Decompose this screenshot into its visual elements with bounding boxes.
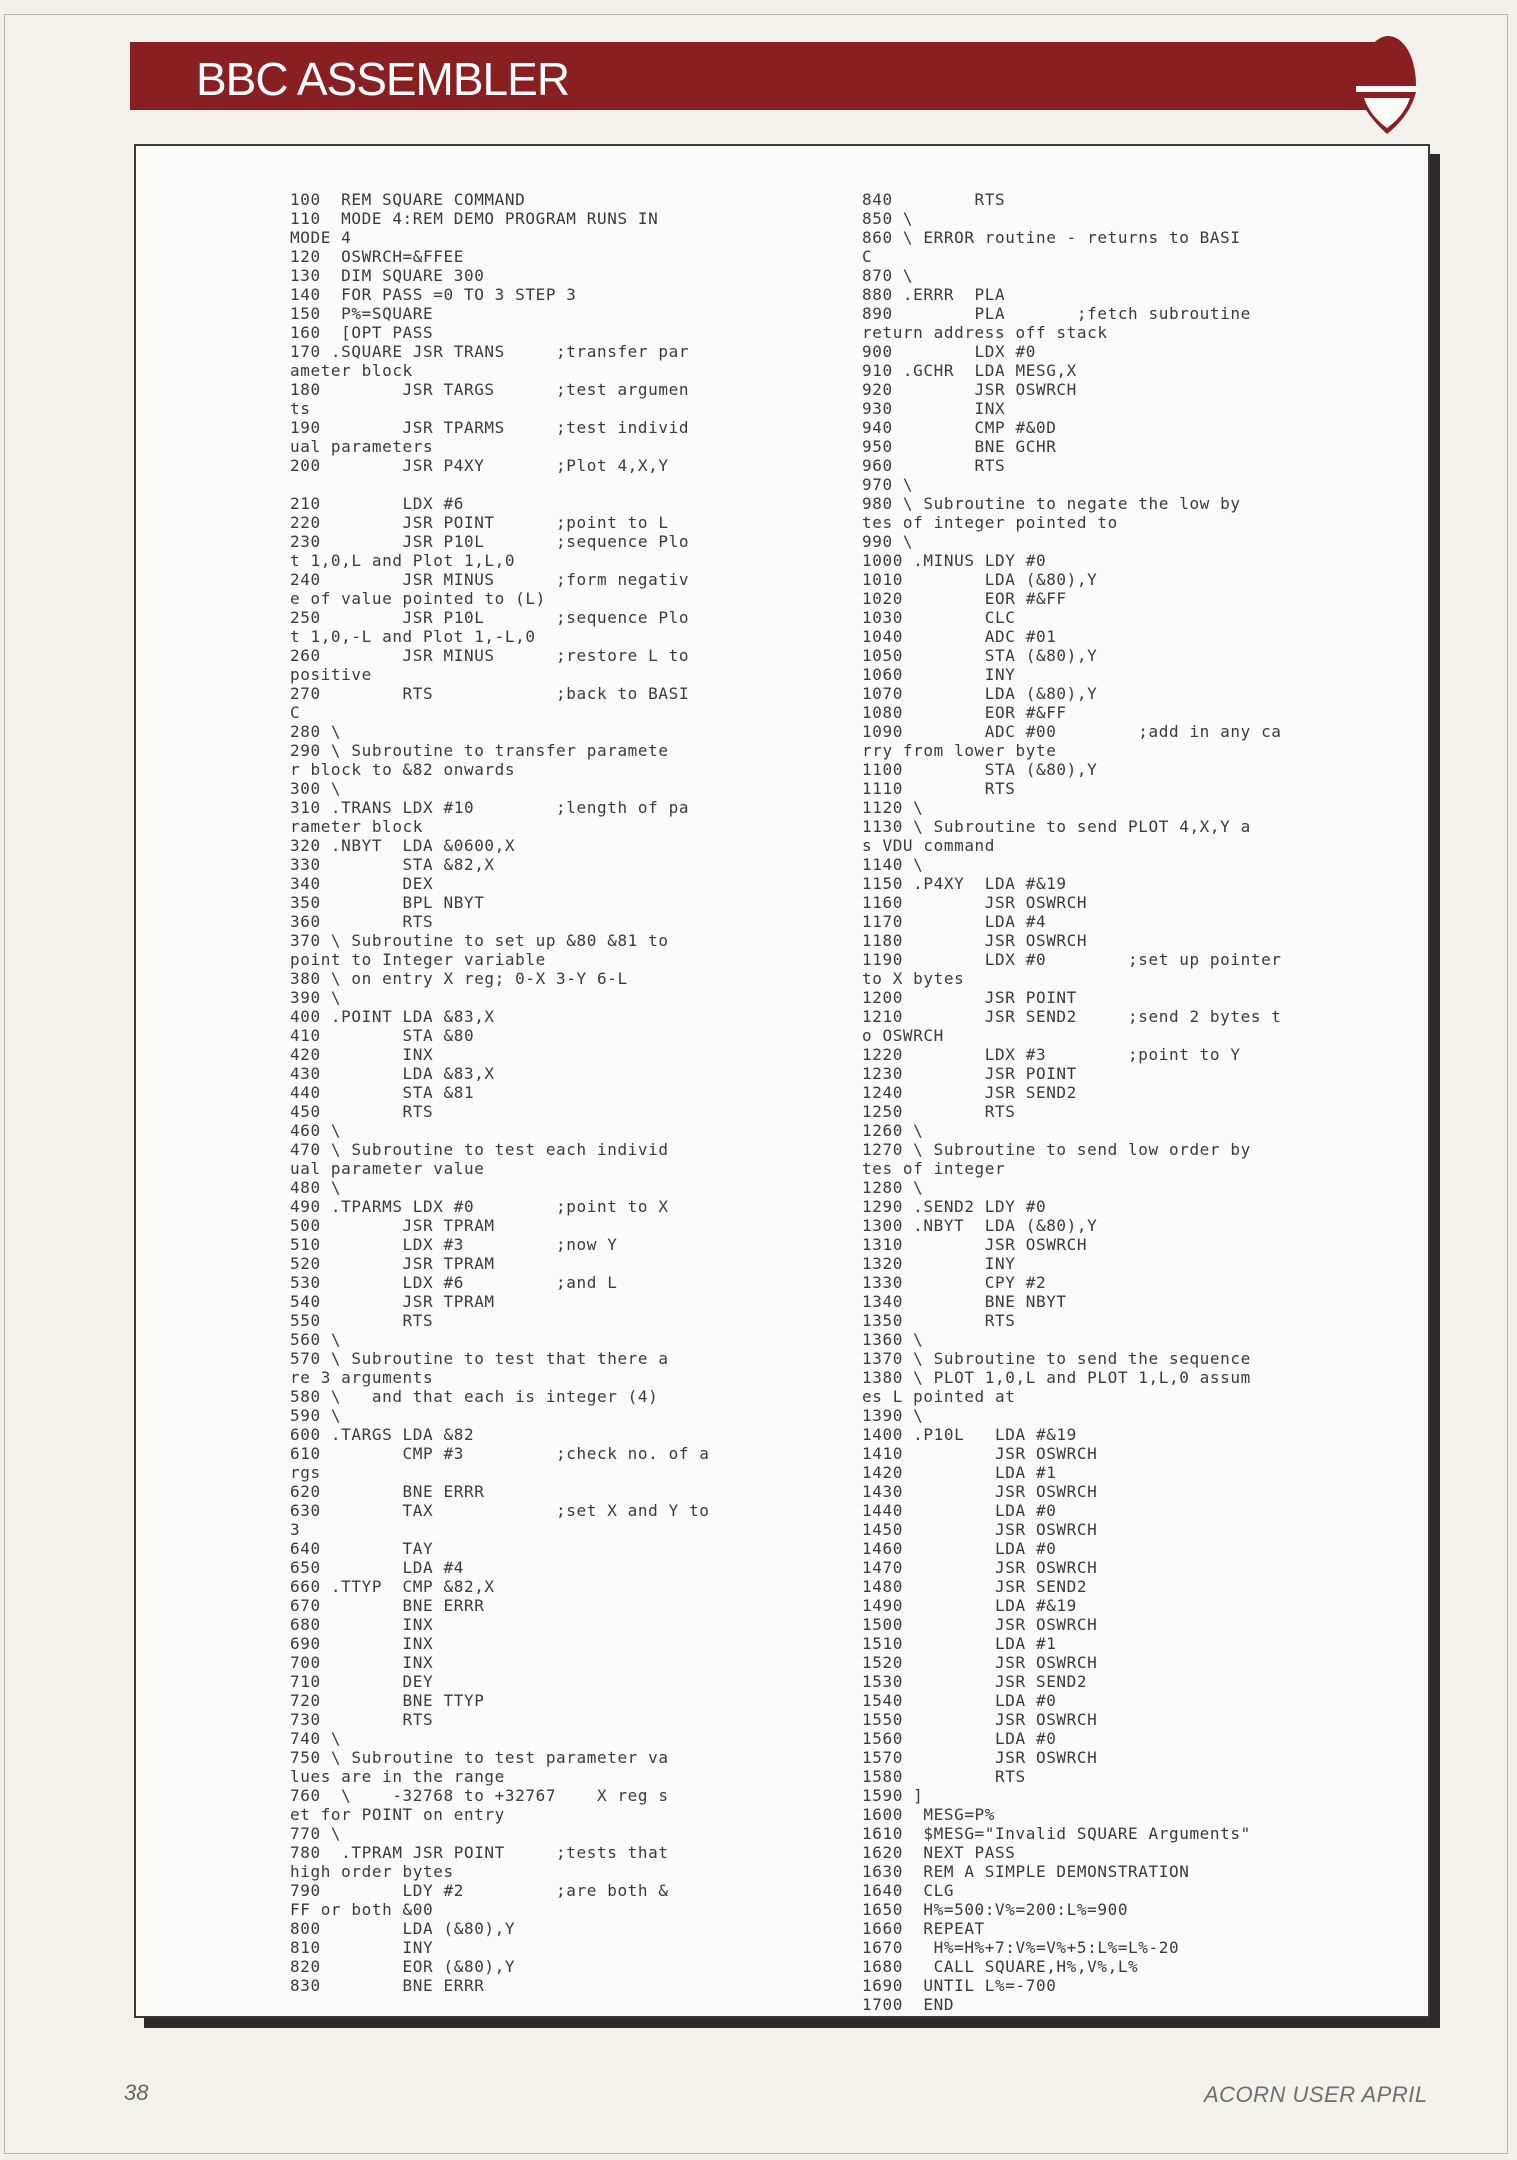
code-line: 520 JSR TPRAM [290, 1254, 495, 1273]
code-line: 1440 LDA #0 [862, 1501, 1057, 1520]
code-line: 1120 \ [862, 798, 924, 817]
code-line: 650 LDA #4 [290, 1558, 464, 1577]
code-line: C [290, 703, 301, 722]
code-line: 870 \ [862, 266, 914, 285]
code-line: 1570 JSR OSWRCH [862, 1748, 1098, 1767]
code-line: 740 \ [290, 1729, 342, 1748]
code-line: 460 \ [290, 1121, 342, 1140]
code-line: 770 \ [290, 1824, 342, 1843]
code-line: 1210 JSR SEND2 ;send 2 bytes t [862, 1007, 1282, 1026]
code-line: 710 DEY [290, 1672, 434, 1691]
code-line: rry from lower byte [862, 741, 1057, 760]
code-line: 1180 JSR OSWRCH [862, 931, 1088, 950]
code-line: 940 CMP #&0D [862, 418, 1057, 437]
code-line: 1430 JSR OSWRCH [862, 1482, 1098, 1501]
code-line: 530 LDX #6 ;and L [290, 1273, 618, 1292]
code-line: 1620 NEXT PASS [862, 1843, 1016, 1862]
code-line: 490 .TPARMS LDX #0 ;point to X [290, 1197, 669, 1216]
code-line: 1020 EOR #&FF [862, 589, 1067, 608]
code-line: 960 RTS [862, 456, 1006, 475]
code-line: 1090 ADC #00 ;add in any ca [862, 722, 1282, 741]
code-line: 1450 JSR OSWRCH [862, 1520, 1098, 1539]
code-line: 1610 $MESG="Invalid SQUARE Arguments" [862, 1824, 1251, 1843]
code-line: 340 DEX [290, 874, 434, 893]
acorn-logo-icon [1350, 30, 1422, 148]
code-line: 1230 JSR POINT [862, 1064, 1077, 1083]
code-line: 100 REM SQUARE COMMAND [290, 190, 526, 209]
code-line: 1050 STA (&80),Y [862, 646, 1098, 665]
code-line: 320 .NBYT LDA &0600,X [290, 836, 516, 855]
code-line: 1370 \ Subroutine to send the sequence [862, 1349, 1251, 1368]
code-line: 1030 CLC [862, 608, 1016, 627]
page-number: 38 [124, 2080, 149, 2105]
code-line: 1160 JSR OSWRCH [862, 893, 1088, 912]
code-line: 1340 BNE NBYT [862, 1292, 1067, 1311]
code-line: 920 JSR OSWRCH [862, 380, 1077, 399]
code-line: 1240 JSR SEND2 [862, 1083, 1077, 1102]
code-line: 760 \ -32768 to +32767 X reg s [290, 1786, 669, 1805]
code-line: 550 RTS [290, 1311, 434, 1330]
code-line: 150 P%=SQUARE [290, 304, 434, 323]
code-line: 1630 REM A SIMPLE DEMONSTRATION [862, 1862, 1190, 1881]
code-line: 1100 STA (&80),Y [862, 760, 1098, 779]
code-line: 280 \ [290, 722, 342, 741]
code-line: point to Integer variable [290, 950, 546, 969]
code-line: lues are in the range [290, 1767, 505, 1786]
code-line: 1660 REPEAT [862, 1919, 985, 1938]
code-line: 730 RTS [290, 1710, 434, 1729]
code-line: 510 LDX #3 ;now Y [290, 1235, 618, 1254]
code-line: 1220 LDX #3 ;point to Y [862, 1045, 1241, 1064]
code-line: C [862, 247, 873, 266]
code-line: rgs [290, 1463, 321, 1482]
code-line: r block to &82 onwards [290, 760, 516, 779]
code-line: 370 \ Subroutine to set up &80 &81 to [290, 931, 669, 950]
code-line: 360 RTS [290, 912, 434, 931]
code-line: 1300 .NBYT LDA (&80),Y [862, 1216, 1098, 1235]
code-line: 1490 LDA #&19 [862, 1596, 1077, 1615]
code-line: 720 BNE TTYP [290, 1691, 485, 1710]
code-line: 640 TAY [290, 1539, 434, 1558]
code-line: 500 JSR TPRAM [290, 1216, 495, 1235]
code-line: 1190 LDX #0 ;set up pointer [862, 950, 1282, 969]
code-line: 1040 ADC #01 [862, 627, 1057, 646]
code-line: tes of integer pointed to [862, 513, 1118, 532]
code-line: 400 .POINT LDA &83,X [290, 1007, 495, 1026]
code-line: 440 STA &81 [290, 1083, 475, 1102]
code-line: 350 BPL NBYT [290, 893, 485, 912]
code-line: 630 TAX ;set X and Y to [290, 1501, 710, 1520]
code-line: 1260 \ [862, 1121, 924, 1140]
code-line: FF or both &00 [290, 1900, 434, 1919]
code-line: 910 .GCHR LDA MESG,X [862, 361, 1077, 380]
code-line: 1600 MESG=P% [862, 1805, 996, 1824]
code-line: 230 JSR P10L ;sequence Plo [290, 532, 690, 551]
code-line: 1070 LDA (&80),Y [862, 684, 1098, 703]
code-line: 170 .SQUARE JSR TRANS ;transfer par [290, 342, 690, 361]
listing-left-column [290, 190, 710, 1995]
code-line: return address off stack [862, 323, 1108, 342]
code-line: e of value pointed to (L) [290, 589, 546, 608]
code-line: 1520 JSR OSWRCH [862, 1653, 1098, 1672]
code-line: 970 \ [862, 475, 914, 494]
code-line: 670 BNE ERRR [290, 1596, 485, 1615]
code-line: 270 RTS ;back to BASI [290, 684, 690, 703]
code-line: 220 JSR POINT ;point to L [290, 513, 669, 532]
code-line: 610 CMP #3 ;check no. of a [290, 1444, 710, 1463]
code-line: 680 INX [290, 1615, 434, 1634]
code-line: 1200 JSR POINT [862, 988, 1077, 1007]
listing-right-column [862, 190, 1282, 2014]
code-line: 1700 END [862, 1995, 955, 2014]
code-line: 200 JSR P4XY ;Plot 4,X,Y [290, 456, 669, 475]
code-line: 1270 \ Subroutine to send low order by [862, 1140, 1251, 1159]
code-line: 980 \ Subroutine to negate the low by [862, 494, 1241, 513]
code-line: 1640 CLG [862, 1881, 955, 1900]
code-line: 450 RTS [290, 1102, 434, 1121]
code-line: 1400 .P10L LDA #&19 [862, 1425, 1077, 1444]
code-line: 790 LDY #2 ;are both & [290, 1881, 669, 1900]
code-line: 660 .TTYP CMP &82,X [290, 1577, 495, 1596]
code-line: ual parameters [290, 437, 434, 456]
code-line: 590 \ [290, 1406, 342, 1425]
code-line: 780 .TPRAM JSR POINT ;tests that [290, 1843, 669, 1862]
code-line: 470 \ Subroutine to test each individ [290, 1140, 669, 1159]
code-line: t 1,0,-L and Plot 1,-L,0 [290, 627, 536, 646]
code-line: 1510 LDA #1 [862, 1634, 1057, 1653]
code-line: 1540 LDA #0 [862, 1691, 1057, 1710]
code-line: 110 MODE 4:REM DEMO PROGRAM RUNS IN [290, 209, 659, 228]
code-line: 620 BNE ERRR [290, 1482, 485, 1501]
code-line: 480 \ [290, 1178, 342, 1197]
code-line: 900 LDX #0 [862, 342, 1036, 361]
code-line: 990 \ [862, 532, 914, 551]
code-line: 1460 LDA #0 [862, 1539, 1057, 1558]
code-line: 890 PLA ;fetch subroutine [862, 304, 1251, 323]
code-line: 130 DIM SQUARE 300 [290, 266, 485, 285]
code-line: 1330 CPY #2 [862, 1273, 1047, 1292]
code-line: 1010 LDA (&80),Y [862, 570, 1098, 589]
code-line: 1320 INY [862, 1254, 1016, 1273]
code-line: 930 INX [862, 399, 1006, 418]
code-line: 300 \ [290, 779, 342, 798]
code-line: MODE 4 [290, 228, 352, 247]
code-line: 1470 JSR OSWRCH [862, 1558, 1098, 1577]
code-line: 1110 RTS [862, 779, 1016, 798]
code-line: 1150 .P4XY LDA #&19 [862, 874, 1067, 893]
code-line: 1290 .SEND2 LDY #0 [862, 1197, 1047, 1216]
code-line: 1410 JSR OSWRCH [862, 1444, 1098, 1463]
code-line: 540 JSR TPRAM [290, 1292, 495, 1311]
code-line: 1080 EOR #&FF [862, 703, 1067, 722]
code-line: 1530 JSR SEND2 [862, 1672, 1088, 1691]
code-line: 1500 JSR OSWRCH [862, 1615, 1098, 1634]
code-line: 860 \ ERROR routine - returns to BASI [862, 228, 1241, 247]
code-line: 1650 H%=500:V%=200:L%=900 [862, 1900, 1129, 1919]
code-line: 160 [OPT PASS [290, 323, 434, 342]
code-line: ameter block [290, 361, 413, 380]
code-line: 180 JSR TARGS ;test argumen [290, 380, 690, 399]
code-line: rameter block [290, 817, 424, 836]
code-line: 1580 RTS [862, 1767, 1026, 1786]
code-line: 850 \ [862, 209, 914, 228]
code-line: 1550 JSR OSWRCH [862, 1710, 1098, 1729]
code-line: s VDU command [862, 836, 996, 855]
code-line: 420 INX [290, 1045, 434, 1064]
code-line: 700 INX [290, 1653, 434, 1672]
code-line: ual parameter value [290, 1159, 485, 1178]
code-line: 560 \ [290, 1330, 342, 1349]
code-line: 250 JSR P10L ;sequence Plo [290, 608, 690, 627]
code-line: 1390 \ [862, 1406, 924, 1425]
code-line: 1690 UNTIL L%=-700 [862, 1976, 1057, 1995]
code-line: 1670 H%=H%+7:V%=V%+5:L%=L%-20 [862, 1938, 1180, 1957]
code-line: re 3 arguments [290, 1368, 434, 1387]
code-line: 1350 RTS [862, 1311, 1016, 1330]
code-line: 380 \ on entry X reg; 0-X 3-Y 6-L [290, 969, 628, 988]
code-line: 1310 JSR OSWRCH [862, 1235, 1088, 1254]
code-line: 750 \ Subroutine to test parameter va [290, 1748, 669, 1767]
page-title: BBC ASSEMBLER [196, 53, 570, 105]
code-line: 1560 LDA #0 [862, 1729, 1057, 1748]
code-line: 600 .TARGS LDA &82 [290, 1425, 475, 1444]
code-line: 840 RTS [862, 190, 1006, 209]
code-line: 1140 \ [862, 855, 924, 874]
code-line: t 1,0,L and Plot 1,L,0 [290, 551, 516, 570]
code-line: 1170 LDA #4 [862, 912, 1047, 931]
code-line: 430 LDA &83,X [290, 1064, 495, 1083]
code-line: 570 \ Subroutine to test that there a [290, 1349, 669, 1368]
code-line: 390 \ [290, 988, 342, 1007]
code-line: 1250 RTS [862, 1102, 1016, 1121]
code-line: es L pointed at [862, 1387, 1016, 1406]
code-line: 410 STA &80 [290, 1026, 475, 1045]
code-line: 1380 \ PLOT 1,0,L and PLOT 1,L,0 assum [862, 1368, 1251, 1387]
code-line: o OSWRCH [862, 1026, 944, 1045]
code-line: positive [290, 665, 372, 684]
code-line: 1480 JSR SEND2 [862, 1577, 1088, 1596]
code-line: 690 INX [290, 1634, 434, 1653]
code-line: 330 STA &82,X [290, 855, 495, 874]
code-line: 240 JSR MINUS ;form negativ [290, 570, 690, 589]
code-line: 1420 LDA #1 [862, 1463, 1057, 1482]
code-line: 1000 .MINUS LDY #0 [862, 551, 1047, 570]
code-line: 3 [290, 1520, 301, 1539]
code-line: et for POINT on entry [290, 1805, 505, 1824]
code-line: 880 .ERRR PLA [862, 285, 1006, 304]
code-line: 800 LDA (&80),Y [290, 1919, 516, 1938]
code-line: 1280 \ [862, 1178, 924, 1197]
code-line: 950 BNE GCHR [862, 437, 1057, 456]
code-line: 1680 CALL SQUARE,H%,V%,L% [862, 1957, 1139, 1976]
code-line: 120 OSWRCH=&FFEE [290, 247, 464, 266]
code-line: ts [290, 399, 311, 418]
code-line: 310 .TRANS LDX #10 ;length of pa [290, 798, 690, 817]
code-line: tes of integer [862, 1159, 1006, 1178]
code-line: 1060 INY [862, 665, 1016, 684]
code-line: 190 JSR TPARMS ;test individ [290, 418, 690, 437]
code-line: 1360 \ [862, 1330, 924, 1349]
code-line: 1590 ] [862, 1786, 924, 1805]
code-line: to X bytes [862, 969, 965, 988]
code-line: 260 JSR MINUS ;restore L to [290, 646, 690, 665]
code-line: 140 FOR PASS =0 TO 3 STEP 3 [290, 285, 577, 304]
code-line: 810 INY [290, 1938, 434, 1957]
magazine-footer: ACORN USER APRIL [1204, 2082, 1428, 2107]
code-line: high order bytes [290, 1862, 454, 1881]
code-line: 830 BNE ERRR [290, 1976, 485, 1995]
code-line: 290 \ Subroutine to transfer paramete [290, 741, 669, 760]
code-line: 1130 \ Subroutine to send PLOT 4,X,Y a [862, 817, 1251, 836]
code-line: 820 EOR (&80),Y [290, 1957, 516, 1976]
code-line: 580 \ and that each is integer (4) [290, 1387, 659, 1406]
code-line: 210 LDX #6 [290, 494, 464, 513]
